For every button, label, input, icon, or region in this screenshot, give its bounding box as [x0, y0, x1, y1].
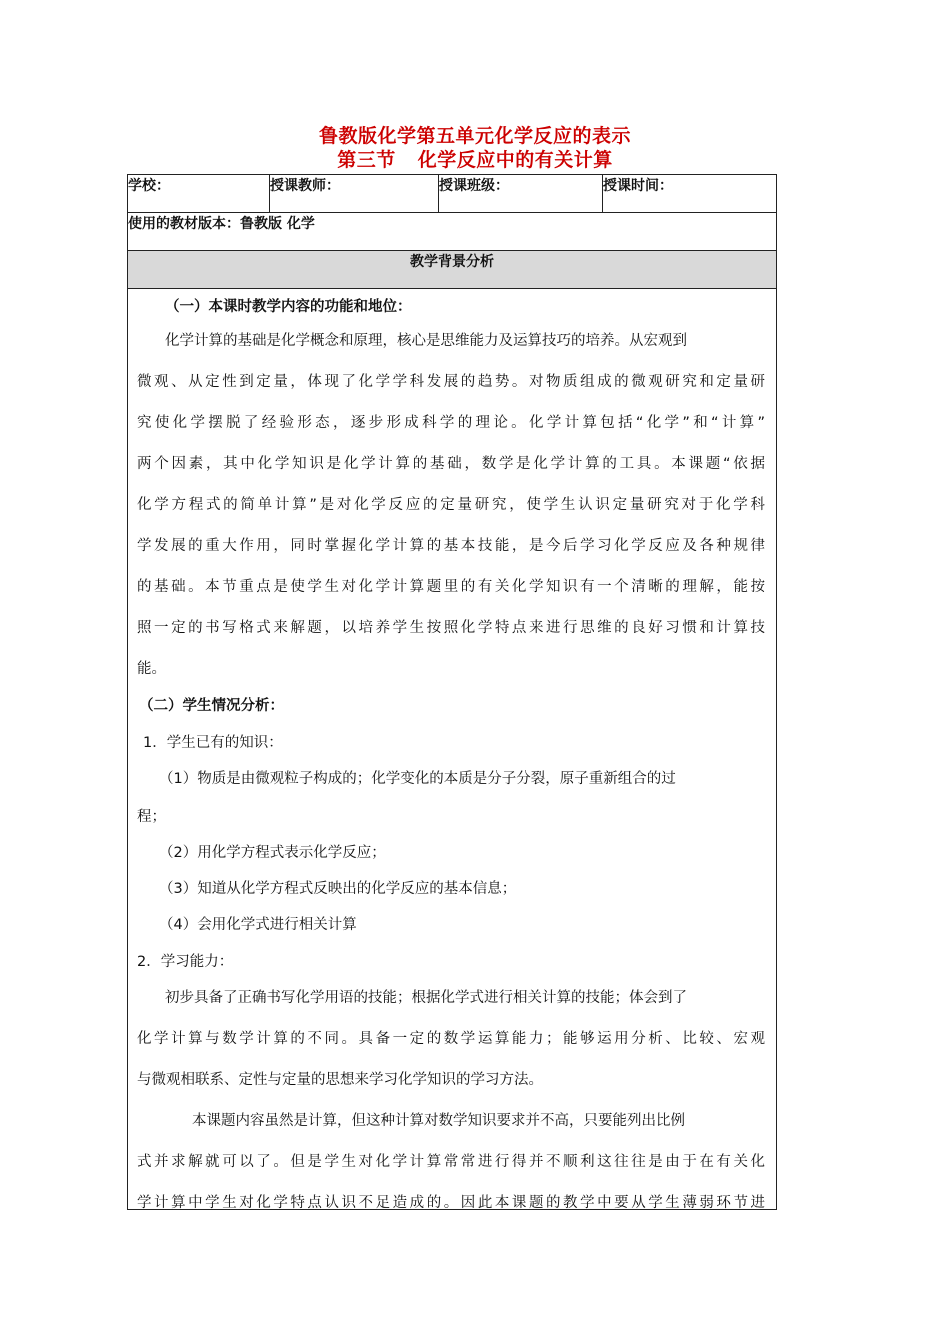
- section-band-row: [128, 251, 777, 289]
- time-cell: 授课时间：: [603, 175, 777, 213]
- section-title: 化学反应中的有关计算: [417, 149, 613, 171]
- para2-line: 与微观相联系、定性与定量的思想来学习化学知识的学习方法。: [137, 1072, 543, 1088]
- para3-line: 学计算中学生对化学特点认识不足造成的。因此本课题的教学中要从学生薄弱环节进: [137, 1195, 765, 1211]
- ability-heading: 2．学习能力：: [137, 954, 234, 970]
- para1-line: 的基础。本节重点是使学生对化学计算题里的有关化学知识有一个清晰的理解，能按: [137, 579, 765, 595]
- school-cell: 学校：: [128, 175, 270, 213]
- para1-line: 微观、从定性到定量，体现了化学学科发展的趋势。对物质组成的微观研究和定量研: [137, 374, 765, 390]
- para2-line: 初步具备了正确书写化学用语的技能；根据化学式进行相关计算的技能；体会到了: [165, 990, 687, 1006]
- edition-row: [128, 213, 777, 251]
- para1-line: 照一定的书写格式来解题，以培养学生按照化学特点来进行思维的良好习惯和计算技: [137, 620, 765, 636]
- body-cell: [128, 289, 777, 1210]
- para1-line: 两个因素，其中化学知识是化学计算的基础，数学是化学计算的工具。本课题“依据: [137, 456, 765, 472]
- para3-line: 式并求解就可以了。但是学生对化学计算常常进行得并不顺利这往往是由于在有关化: [137, 1154, 765, 1170]
- document-title-line2: [0, 148, 950, 172]
- class-cell: 授课班级：: [439, 175, 603, 213]
- heading-function: （一）本课时教学内容的功能和地位：: [165, 299, 412, 315]
- knowledge-item: （3）知道从化学方程式反映出的化学反应的基本信息；: [159, 881, 517, 897]
- para3-line: 本课题内容虽然是计算，但这种计算对数学知识要求并不高，只要能列出比例: [192, 1113, 685, 1129]
- para2-line: 化学计算与数学计算的不同。具备一定的数学运算能力；能够运用分析、比较、宏观: [137, 1031, 765, 1047]
- para1-line: 化学计算的基础是化学概念和原理，核心是思维能力及运算技巧的培养。从宏观到: [165, 333, 687, 349]
- knowledge-heading: 1．学生已有的知识：: [143, 735, 283, 751]
- document-title-line1: 鲁教版化学第五单元化学反应的表示: [318, 125, 631, 147]
- knowledge-item: （2）用化学方程式表示化学反应；: [159, 845, 386, 861]
- para1-line: 究使化学摆脱了经验形态，逐步形成科学的理论。化学计算包括“化学”和“计算”: [137, 415, 765, 431]
- body-row: [128, 289, 777, 1210]
- teacher-cell: 授课教师：: [270, 175, 439, 213]
- lesson-plan-table: [127, 174, 777, 1210]
- knowledge-item: （4）会用化学式进行相关计算: [159, 917, 357, 933]
- para1-line: 学发展的重大作用，同时掌握化学计算的基本技能，是今后学习化学反应及各种规律: [137, 538, 765, 554]
- knowledge-item: 程；: [137, 809, 166, 825]
- heading-students: （二）学生情况分析：: [139, 698, 284, 714]
- knowledge-item: （1）物质是由微观粒子构成的；化学变化的本质是分子分裂，原子重新组合的过: [159, 771, 676, 787]
- section-number: 第三节: [337, 149, 396, 171]
- para1-line: 化学方程式的简单计算”是对化学反应的定量研究，使学生认识定量研究对于化学科: [137, 497, 765, 513]
- info-row: [128, 175, 777, 213]
- para1-line: 能。: [137, 661, 166, 677]
- edition-cell: 使用的教材版本：鲁教版 化学: [128, 213, 777, 251]
- section-band: 教学背景分析: [128, 251, 777, 289]
